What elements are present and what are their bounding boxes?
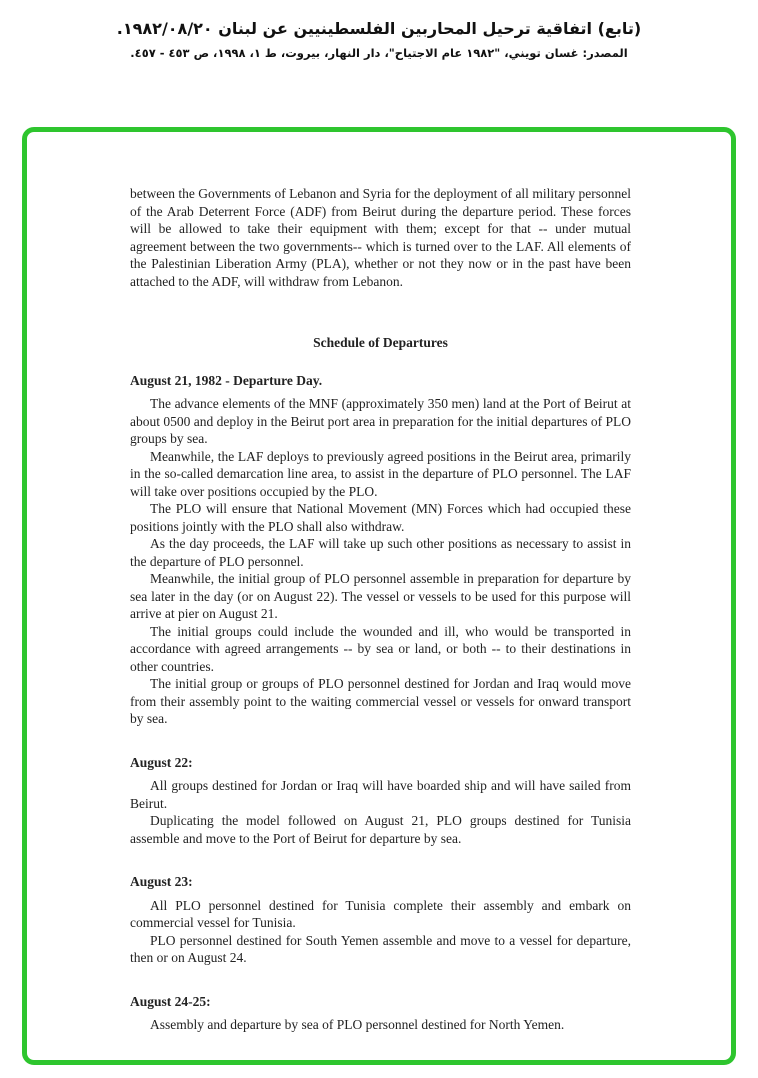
section-heading-august-22: August 22: — [130, 754, 193, 770]
section-heading-august-24-25: August 24-25: — [130, 993, 211, 1009]
section-heading-august-23: August 23: — [130, 874, 193, 889]
paragraph: The initial group or groups of PLO personnel destined for Jordan and Iraq would move from their assembly point to the waiting commercial vessel or vessels for onward transport by sea. — [130, 676, 631, 726]
source-citation-arabic: المصدر: غسان تويني، "١٩٨٢ عام الاجتياح"، دار النهار، بيروت، ط ١، ١٩٩٨، ص ٤٥٣ - ٤٥٧. — [130, 46, 628, 60]
paragraph: Assembly and departure by sea of PLO personnel destined for North Yemen. — [150, 1017, 565, 1032]
paragraph: All PLO personnel destined for Tunisia complete their assembly and embark on commercial vessel for Tunisia. — [130, 897, 631, 930]
arabic-header — [0, 0, 758, 64]
document-body — [27, 132, 731, 1034]
paragraph: The initial groups could include the wounded and ill, who would be transported in accordance with agreed arrangements -- by sea or land, or both -- to their destinations in other countries. — [130, 623, 631, 674]
paragraph: As the day proceeds, the LAF will take up such other positions as necessary to assist in the departure of PLO personnel. — [130, 536, 631, 569]
intro-paragraph: between the Governments of Lebanon and Syria for the deployment of all military personnel of the Arab Deterrent Force (ADF) from Beirut during the departure period. These forces will be allowed to take their equipment with them; except for that -- under mutual agreement between the two governments-- which is turned over to the LAF. All elements of the Palestinian Liberation Army (PLA), whether or not they now or in the past have been attached to the ADF, will withdraw from Lebanon. — [130, 186, 631, 289]
paragraph: Meanwhile, the LAF deploys to previously agreed positions in the Beirut area, primarily in the so-called demarcation line area, to assist in the departure of PLO personnel. The LAF will take over positions occupied by the PLO. — [130, 448, 631, 499]
section-heading-august-21: August 21, 1982 - Departure Day. — [130, 372, 323, 388]
paragraph: Meanwhile, the initial group of PLO personnel assemble in preparation for departure by sea later in the day (or on August 22). The vessel or vessels to be used for this purpose will arrive at pier on August 21. — [130, 571, 631, 621]
paragraph: All groups destined for Jordan or Iraq will have boarded ship and will have sailed from Beirut. — [130, 778, 631, 811]
paragraph: The PLO will ensure that National Movement (MN) Forces which had occupied these positions jointly with the PLO shall also withdraw. — [130, 501, 631, 534]
green-border-frame — [22, 127, 736, 1065]
paragraph: Duplicating the model followed on August 21, PLO groups destined for Tunisia assemble and move to the Port of Beirut for departure by sea. — [130, 813, 631, 846]
paragraph: PLO personnel destined for South Yemen assemble and move to a vessel for departure, then or on August 24. — [130, 932, 631, 965]
document-title-arabic: (تابع) اتفاقية ترحيل المحاربين الفلسطينيين عن لبنان ١٩٨٢/٠٨/٢٠. — [116, 19, 642, 38]
schedule-of-departures-title: Schedule of Departures — [313, 335, 448, 350]
paragraph: The advance elements of the MNF (approximately 350 men) land at the Port of Beirut at about 0500 and deploy in the Beirut port area in preparation for the initial departures of PLO groups by sea. — [130, 396, 631, 446]
